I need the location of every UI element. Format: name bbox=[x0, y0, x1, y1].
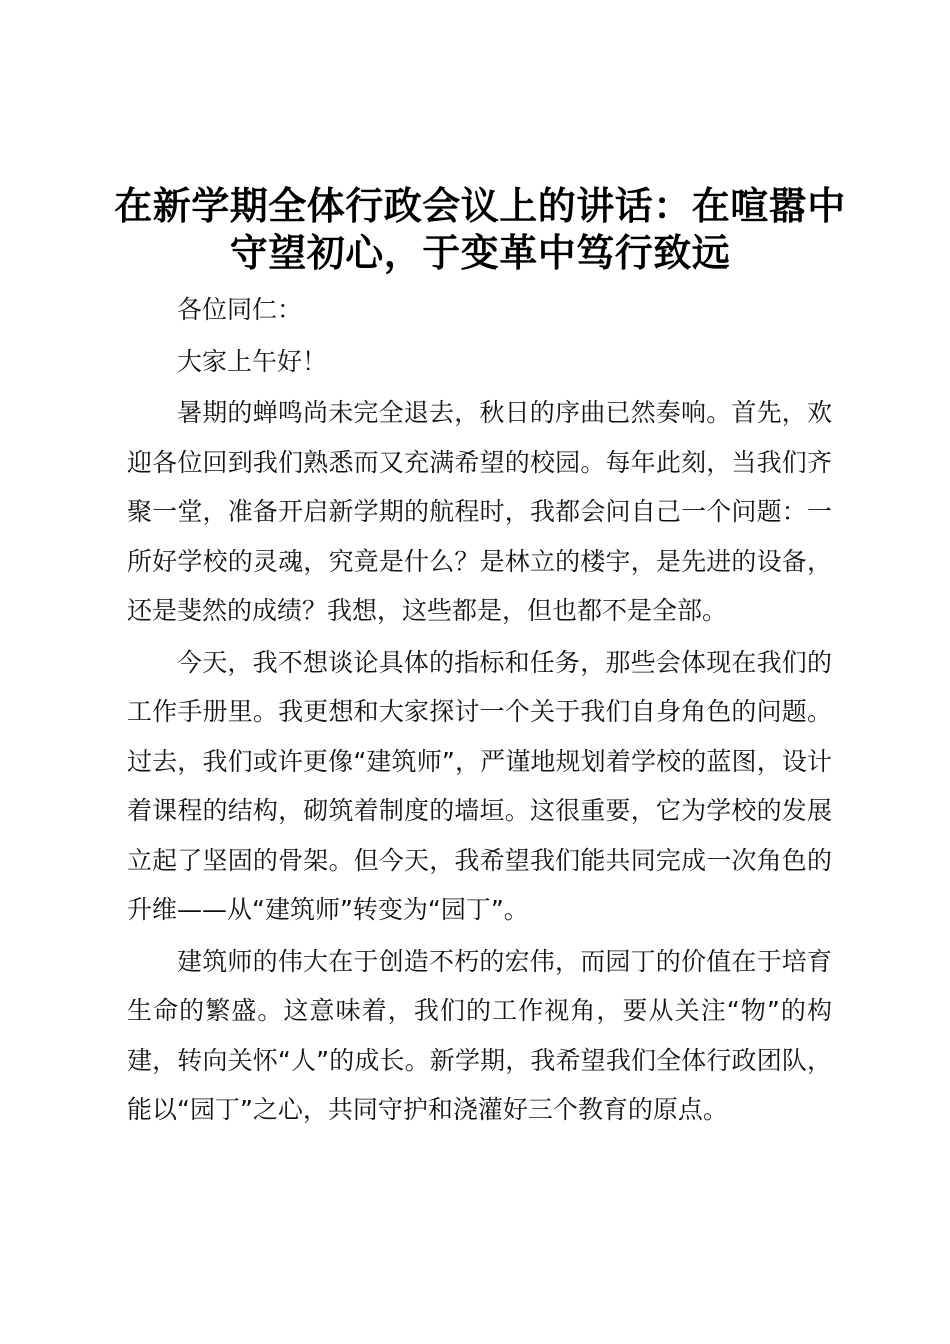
greeting: 大家上午好！ bbox=[177, 346, 328, 376]
paragraph: 建筑师的伟大在于创造不朽的宏伟，而园丁的价值在于培育生命的繁盛。这意味着，我们的工作视角，要从关注“物”的构建，转向关怀“人”的成长。新学期，我希望我们全体行政团队，能以“园丁”之心，共同守护和浇灌好三个教育的原点。 bbox=[127, 946, 832, 1124]
speech-title: 在新学期全体行政会议上的讲话：在喧嚣中守望初心，于变革中笃行致远 bbox=[114, 183, 846, 275]
paragraph: 暑期的蝉鸣尚未完全退去，秋日的序曲已然奏响。首先，欢迎各位回到我们熟悉而又充满希望的校园。每年此刻，当我们齐聚一堂，准备开启新学期的航程时，我都会问自己一个问题：一所好学校的灵魂，究竟是什么？是林立的楼宇，是先进的设备，还是斐然的成绩？我想，这些都是，但也都不是全部。 bbox=[127, 398, 832, 625]
speech-body bbox=[127, 285, 832, 1137]
paragraph: 今天，我不想谈论具体的指标和任务，那些会体现在我们的工作手册里。我更想和大家探讨一个关于我们自身角色的问题。过去，我们或许更像“建筑师”，严谨地规划着学校的蓝图，设计着课程的结构，砌筑着制度的墙垣。这很重要，它为学校的发展立起了坚固的骨架。但今天，我希望我们能共同完成一次角色的升维——从“建筑师”转变为“园丁”。 bbox=[127, 647, 832, 924]
salutation: 各位同仁： bbox=[177, 295, 303, 324]
